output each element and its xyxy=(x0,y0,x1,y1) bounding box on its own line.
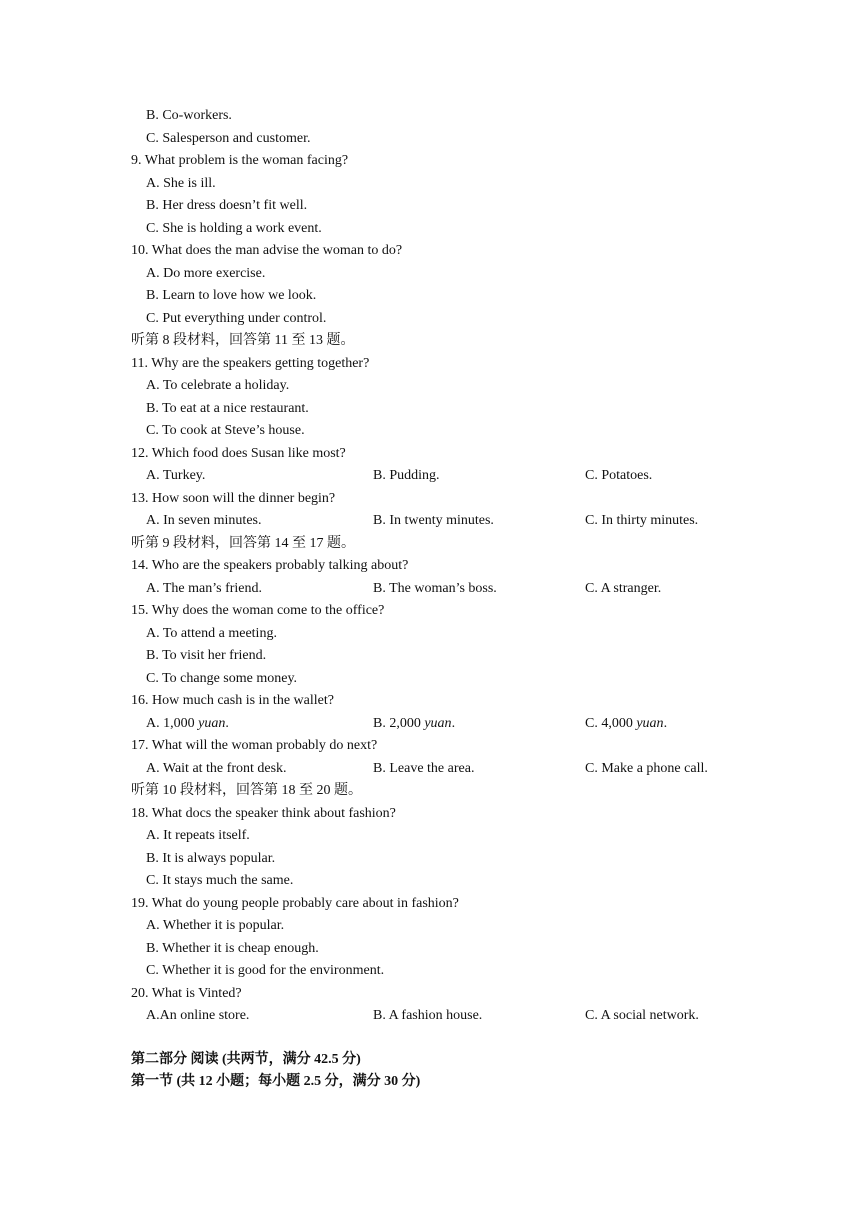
question-text: 14. Who are the speakers probably talking about? xyxy=(131,558,409,573)
question-text: 11. Why are the speakers getting together? xyxy=(131,355,370,371)
answer-option: A. Do more exercise. xyxy=(146,265,266,281)
option-row xyxy=(0,465,860,488)
question-text: 12. Which food does Susan like most? xyxy=(131,445,346,461)
question-text: 15. Why does the woman come to the office? xyxy=(131,603,385,618)
answer-option: B. Leave the area. xyxy=(373,760,475,776)
answer-option: C. Whether it is good for the environment. xyxy=(146,963,385,978)
question-text: 9. What problem is the woman facing? xyxy=(131,153,349,168)
answer-option: B. Learn to love how we look. xyxy=(146,288,317,303)
answer-option: A. She is ill. xyxy=(146,175,216,191)
answer-option: C. A social network. xyxy=(585,1008,699,1023)
question-text: 18. What docs the speaker think about fashion? xyxy=(131,805,396,821)
answer-option: B. Pudding. xyxy=(373,468,440,483)
answer-option: C. To change some money. xyxy=(146,670,298,686)
question-text: 13. How soon will the dinner begin? xyxy=(131,490,336,506)
answer-option: B. A fashion house. xyxy=(373,1008,483,1023)
section-heading: 第二部分 阅读 (共两节，满分 42.5 分) xyxy=(131,1051,361,1067)
answer-option: C. A stranger. xyxy=(585,580,662,596)
question-text: 20. What is Vinted? xyxy=(131,985,242,1001)
section-heading: 第一节 (共 12 小题；每小题 2.5 分，满分 30 分) xyxy=(131,1074,421,1089)
answer-option: B. In twenty minutes. xyxy=(373,513,494,528)
answer-option: C. Put everything under control. xyxy=(146,310,327,326)
question-text: 听第 10 段材料，回答第 18 至 20 题。 xyxy=(131,783,362,798)
question-text: 17. What will the woman probably do next? xyxy=(131,738,378,753)
answer-option: B. 2,000 yuan. xyxy=(373,715,456,731)
answer-option: C. Potatoes. xyxy=(585,468,653,483)
answer-option: B. To eat at a nice restaurant. xyxy=(146,400,309,416)
question-text: 16. How much cash is in the wallet? xyxy=(131,693,334,708)
question-text: 听第 9 段材料，回答第 14 至 17 题。 xyxy=(131,535,355,551)
answer-option: B. The woman’s boss. xyxy=(373,580,497,596)
answer-option: C. Make a phone call. xyxy=(585,760,708,776)
answer-option: B. Her dress doesn’t fit well. xyxy=(146,198,308,213)
question-text: 19. What do young people probably care about in fashion? xyxy=(131,895,459,911)
answer-option: A. It repeats itself. xyxy=(146,828,250,843)
answer-option: A. Wait at the front desk. xyxy=(146,760,287,776)
exam-page xyxy=(0,105,860,1094)
answer-option: C. 4,000 yuan. xyxy=(585,715,668,731)
answer-option: C. It stays much the same. xyxy=(146,873,294,888)
answer-option: A. 1,000 yuan. xyxy=(146,715,229,731)
answer-option: C. Salesperson and customer. xyxy=(146,130,311,146)
option-row xyxy=(0,510,860,533)
answer-option: A.An online store. xyxy=(146,1008,250,1023)
question-text: 10. What does the man advise the woman to do? xyxy=(131,243,403,258)
section-gap xyxy=(0,1028,860,1049)
answer-option: A. Whether it is popular. xyxy=(146,918,285,933)
answer-option: B. It is always popular. xyxy=(146,850,276,866)
answer-option: C. To cook at Steve’s house. xyxy=(146,423,305,438)
answer-option: A. The man’s friend. xyxy=(146,580,262,596)
answer-option: C. She is holding a work event. xyxy=(146,220,322,236)
option-row xyxy=(0,1005,860,1028)
question-text: 听第 8 段材料，回答第 11 至 13 题。 xyxy=(131,333,355,348)
option-row xyxy=(0,578,860,601)
answer-option: B. To visit her friend. xyxy=(146,648,267,663)
answer-option: B. Whether it is cheap enough. xyxy=(146,940,319,956)
answer-option: B. Co-workers. xyxy=(146,108,232,123)
answer-option: A. In seven minutes. xyxy=(146,513,262,528)
option-row xyxy=(0,713,860,736)
answer-option: A. To celebrate a holiday. xyxy=(146,378,290,393)
answer-option: C. In thirty minutes. xyxy=(585,513,699,528)
option-row xyxy=(0,758,860,781)
answer-option: A. Turkey. xyxy=(146,468,206,483)
answer-option: A. To attend a meeting. xyxy=(146,625,277,641)
